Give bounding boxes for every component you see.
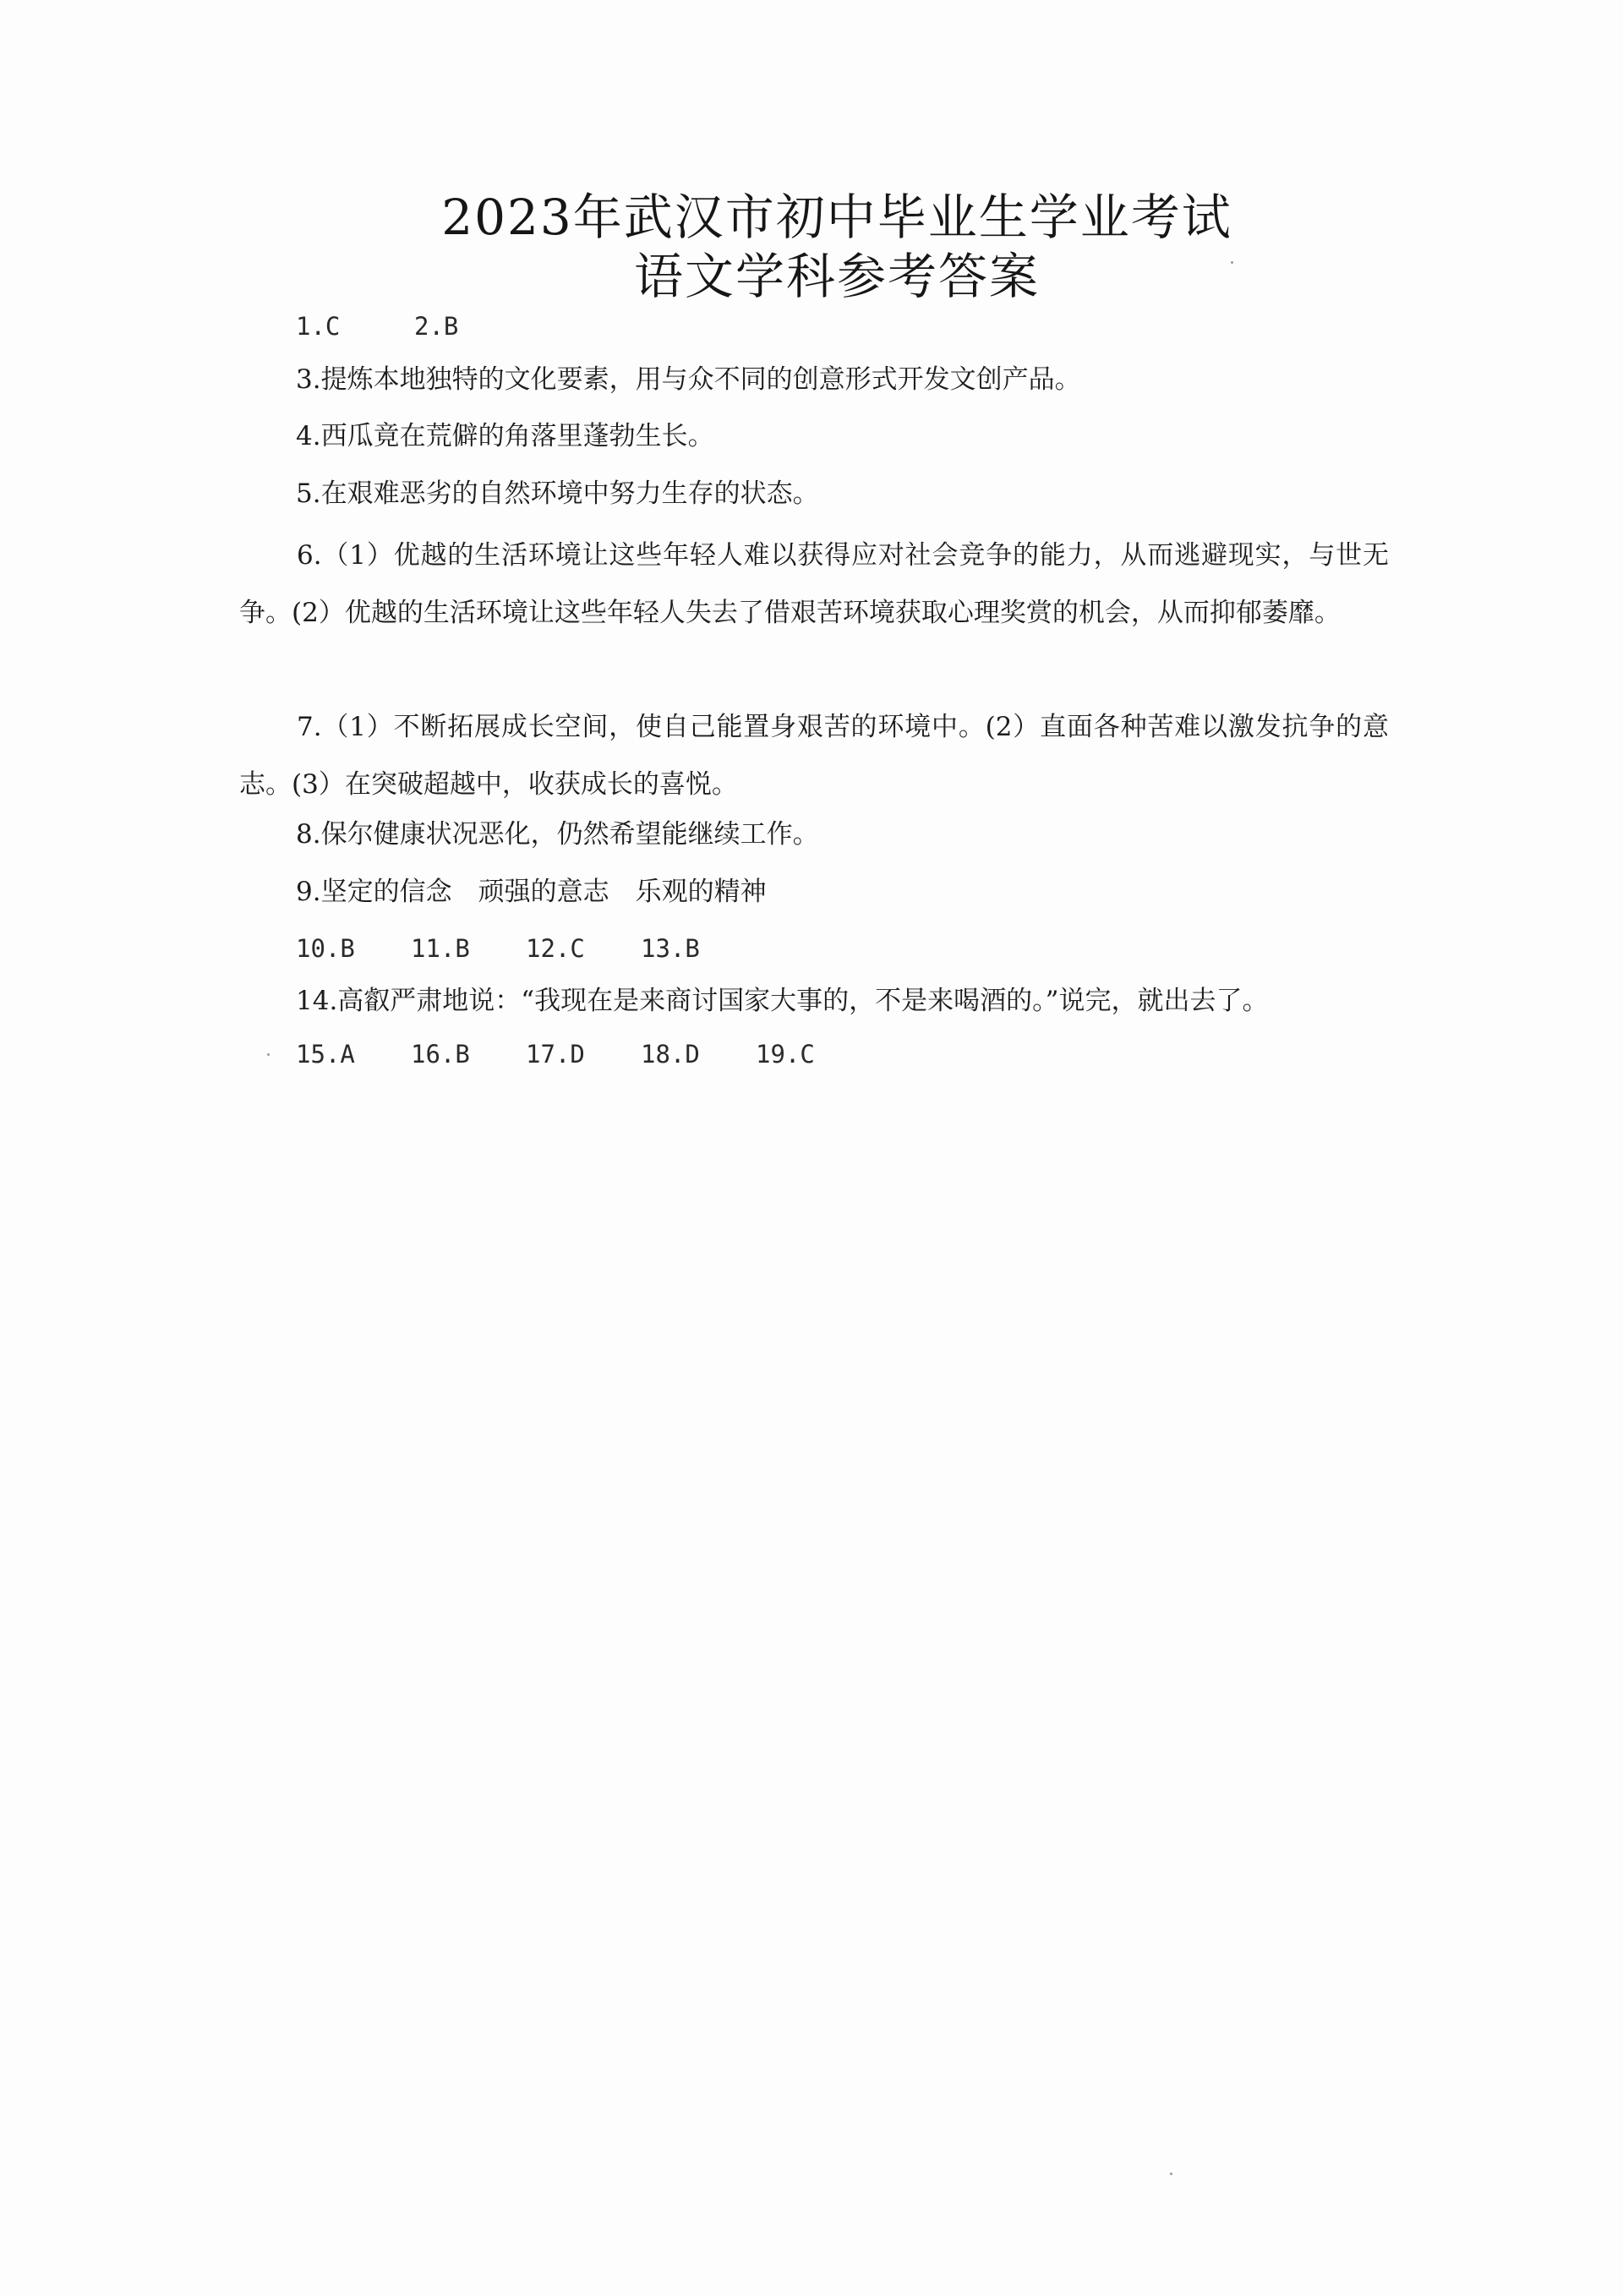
answer-12: 12.C [526,934,585,963]
answer-row-1-2 [296,309,458,343]
document-title: 2023年武汉市初中毕业生学业考试 [441,189,1232,246]
answer-2: 2.B [414,312,459,341]
answer-11: 11.B [411,934,470,963]
answer-1: 1.C [296,312,341,341]
answer-19: 19.C [756,1040,815,1069]
answer-16: 16.B [411,1040,470,1069]
answer-15: 15.A [296,1040,355,1069]
answer-3: 3.提炼本地独特的文化要素，用与众不同的创意形式开发文创产品。 [296,364,1081,395]
answer-17: 17.D [526,1040,585,1069]
answer-7: 7.（1）不断拓展成长空间，使自己能置身艰苦的环境中。(2）直面各种苦难以激发抗争的意志。(3）在突破超越中，收获成长的喜悦。 [239,712,1389,800]
answer-6: 6.（1）优越的生活环境让这些年轻人难以获得应对社会竞争的能力，从而逃避现实，与世无争。(2）优越的生活环境让这些年轻人失去了借艰苦环境获取心理奖赏的机会，从而抑郁萎靡。 [239,540,1389,628]
scan-speck [1231,261,1233,264]
answer-14: 14.高叡严肃地说：“我现在是来商讨国家大事的，不是来喝酒的。”说完，就出去了。 [296,986,1269,1016]
answer-13: 13.B [641,934,700,963]
answer-18: 18.D [641,1040,700,1069]
answer-5: 5.在艰难恶劣的自然环境中努力生存的状态。 [296,478,819,509]
answer-9: 9.坚定的信念 顽强的意志 乐观的精神 [296,877,767,907]
answer-10: 10.B [296,934,355,963]
answer-4: 4.西瓜竟在荒僻的角落里蓬勃生长。 [296,421,714,451]
scan-speck [1170,2173,1172,2175]
answer-row-10-13 [296,932,700,965]
answer-row-15-19 [296,1037,815,1071]
scan-speck [267,1053,270,1056]
document-subtitle: 语文学科参考答案 [633,248,1040,305]
answer-8: 8.保尔健康状况恶化，仍然希望能继续工作。 [296,819,819,850]
